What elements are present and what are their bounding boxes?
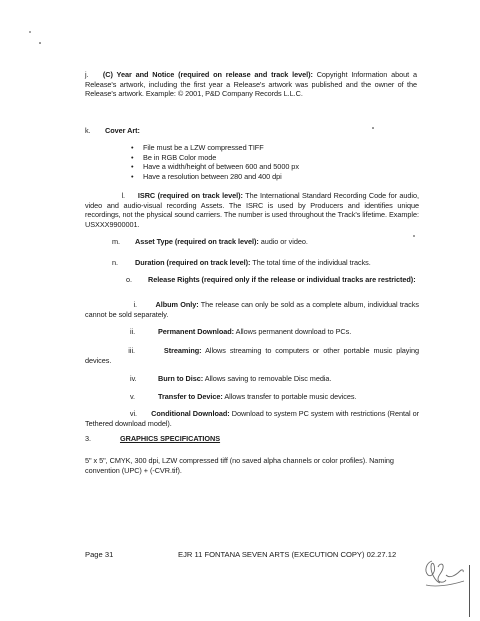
item-heading: ISRC (required on track level): — [137, 191, 243, 200]
section-heading: GRAPHICS SPECIFICATIONS — [119, 434, 221, 443]
right-permanent-download — [130, 327, 351, 337]
item-marker: iv. — [130, 374, 137, 383]
item-marker: k. — [85, 126, 91, 135]
item-heading: (C) Year and Notice (required on release and track level): — [102, 70, 313, 79]
scan-speck — [29, 31, 31, 33]
item-heading: Streaming: — [163, 346, 202, 355]
item-marker: j. — [85, 70, 89, 79]
paragraph-isrc — [85, 191, 419, 229]
item-heading: Album Only: — [155, 300, 199, 309]
paragraph-cover-art — [85, 126, 140, 136]
item-heading: Transfer to Device: — [157, 392, 223, 401]
item-marker: m. — [112, 237, 121, 246]
right-conditional-download — [85, 409, 419, 428]
graphics-spec-text: 5" x 5", CMYK, 300 dpi, LZW compressed tiff (no saved alpha channels or color profiles). Naming convention (UPC) + (-CVR.tif). — [85, 456, 394, 475]
cover-art-requirements — [131, 143, 391, 181]
paragraph-year-notice — [85, 70, 417, 99]
item-text: The International Standard Recording Code for audio, video and audio-visual recording Assets. The ISRC is used by Producers and identifies unique recordings, not the physical sound carriers. The number is used throughout the Track's lifetime. Example: USXXX9900001. — [85, 191, 419, 229]
item-text: The total time of the individual tracks. — [252, 258, 371, 267]
item-marker: v. — [130, 392, 136, 401]
list-item: • Have a resolution between 280 and 400 dpi — [131, 172, 391, 182]
right-album-only — [85, 300, 419, 319]
paragraph-duration — [112, 258, 371, 268]
item-heading: Cover Art: — [104, 126, 140, 135]
item-text: Copyright Information about a Release's artwork, including the first year a Release's artwork was published and the owner of the Release's artwork. Example: © 2001, P&D Company Records L.L.C. — [85, 70, 417, 99]
scan-edge-line — [469, 565, 470, 617]
right-transfer-to-device — [130, 392, 356, 402]
item-text: audio or video. — [260, 237, 308, 246]
item-text: Allows transfer to portable music devices. — [224, 392, 357, 401]
right-streaming — [85, 346, 419, 365]
item-heading: Duration (required on track level): — [134, 258, 251, 267]
item-heading: Permanent Download: — [157, 327, 235, 336]
item-marker: o. — [126, 275, 132, 284]
handwritten-initials — [420, 553, 468, 593]
scan-speck — [413, 235, 415, 237]
list-item: • Be in RGB Color mode — [131, 153, 391, 163]
item-text: Allows saving to removable Disc media. — [204, 374, 332, 383]
list-item: • Have a width/height of between 600 and 5000 px — [131, 162, 391, 172]
item-heading: Burn to Disc: — [157, 374, 204, 383]
section-graphics-specifications — [85, 434, 220, 444]
right-burn-to-disc — [130, 374, 331, 384]
item-marker: i. — [133, 300, 137, 309]
section-number: 3. — [85, 434, 91, 443]
item-marker: iii. — [128, 346, 135, 355]
item-heading: Asset Type (required on track level): — [134, 237, 259, 246]
document-reference: EJR 11 FONTANA SEVEN ARTS (EXECUTION COPY) 02.27.12 — [178, 550, 397, 559]
paragraph-asset-type — [112, 237, 308, 247]
item-text: The release can only be sold as a complete album, individual tracks cannot be sold separately. — [85, 300, 419, 319]
item-text: Allows streaming to computers or other portable music playing devices. — [85, 346, 419, 365]
paragraph-release-rights — [85, 275, 419, 285]
scan-speck — [39, 42, 41, 44]
item-marker: n. — [112, 258, 118, 267]
item-text: Download to system PC system with restrictions (Rental or Tethered download model). — [85, 409, 419, 428]
item-text: Allows permanent download to PCs. — [235, 327, 352, 336]
item-marker: vi. — [129, 409, 137, 418]
list-item: • File must be a LZW compressed TIFF — [131, 143, 391, 153]
item-heading: Conditional Download: — [151, 409, 230, 418]
item-heading: Release Rights (required only if the release or individual tracks are restricted): — [147, 275, 416, 284]
item-marker: ii. — [130, 327, 136, 336]
item-marker: l. — [121, 191, 125, 200]
scan-speck — [372, 127, 374, 129]
page-number: Page 31 — [85, 550, 114, 559]
